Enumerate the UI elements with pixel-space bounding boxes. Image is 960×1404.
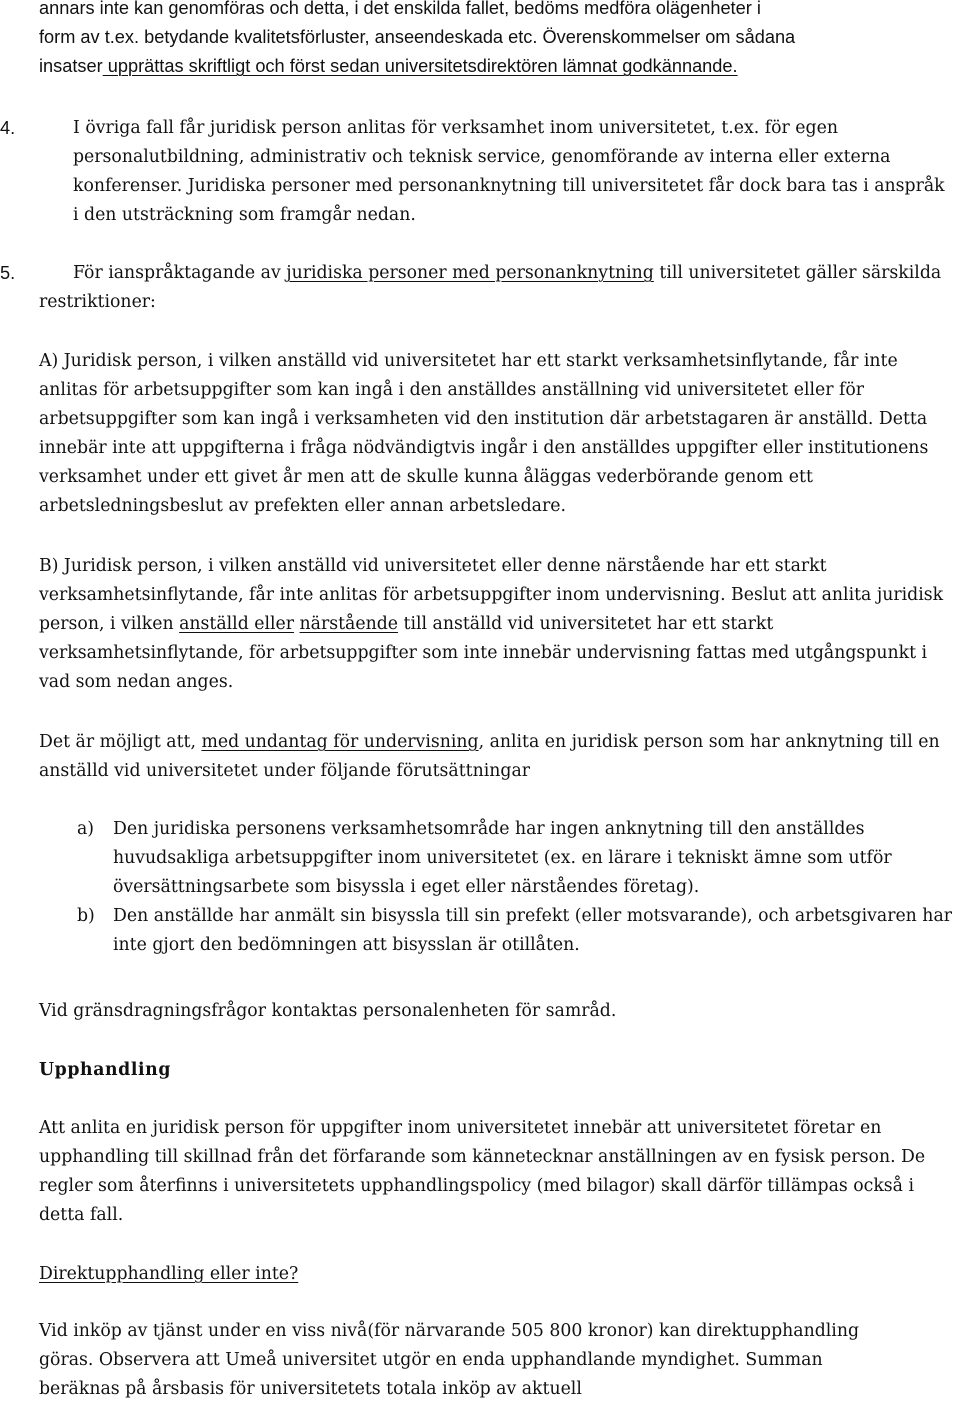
condition-label: b) [77,906,95,926]
condition-item [39,815,954,902]
direct-heading: Direktupphandling eller inte? [39,1264,299,1284]
condition-item [39,902,954,960]
condition-text: Den anställde har anmält sin bisyssla till sin prefekt (eller motsvarande), och arbetsgivaren har inte gjort den bedömningen att bisysslan är otillåten. [113,906,953,955]
item-5-before: För ianspråktagande av [73,263,287,283]
section-a: A) Juridisk person, i vilken anställd vid universitetet har ett starkt verksamhetsinflytande, får inte anlitas för arbetsuppgifter som kan ingå i den anställdes anställning vid universitetet eller för arbetsuppgifter som kan ingå i verksamheten vid den institution där arbetstagaren är anställd. Detta innebär inte att uppgifterna i fråga nödvändigtvis ingår i den anställdes uppgifter eller institutionens verksamhet under ett givet år men att de skulle kunna åläggas vederbörande genom ett arbetsledningsbeslut av prefekten eller annan arbetsledare. [39,351,929,516]
item-5-text [0,259,954,317]
item-5 [0,259,954,317]
procurement-heading: Upphandling [39,1060,172,1080]
section-b-part-2: till anställd vid universitetet har ett starkt verksamhetsinflytande, för arbetsuppgifter som inte innebär undervisning fattas med utgångspunkt i vad som nedan anges. [39,614,928,692]
condition-label: a) [77,819,95,839]
section-b [39,552,954,697]
intro-line-3-start: insatser [39,56,103,76]
intro-line-3 [39,52,954,81]
intro-line-3-underlined: upprättas skriftligt och först sedan universitetsdirektören lämnat godkännande. [102,56,738,76]
intro-line-1: annars inte kan genomföras och detta, i det enskilda fallet, bedöms medföra olägenheter i [39,0,761,18]
direct-text: Vid inköp av tjänst under en viss nivå(för närvarande 505 800 kronor) kan direktupphandling göras. Observera att Umeå universitet utgör en enda upphandlande myndighet. Summan beräknas på årsbasis för universitetets totala inköp av aktuell [39,1321,860,1399]
item-4-text: I övriga fall får juridisk person anlitas för verksamhet inom universitetet, t.ex. för egen personalutbildning, administrativ och teknisk service, genomförande av interna eller externa konferenser. Juridiska personer med personanknytning till universitetet får dock bara tas i anspråk i den utsträckning som framgår nedan. [73,118,945,225]
item-4-number: 4. [0,118,16,138]
intro-line-2: form av t.ex. betydande kvalitetsförluster, anseendeskada etc. Överenskommelser om sådana [39,27,796,47]
section-b-underlined-1: anställd eller [179,614,295,634]
item-4 [0,114,954,230]
condition-text: Den juridiska personens verksamhetsområde har ingen anknytning till den anställdes huvudsakliga arbetsuppgifter inom universitetet (ex. en lärare i tekniskt ämne som utför översättningsarbete som bisyssla i eget eller närståendes företag). [113,819,892,897]
item-5-after: till universitetet gäller särskilda restriktioner: [39,263,942,312]
conditions-list [39,815,954,960]
item-5-underlined: juridiska personer med personanknytning [286,263,654,283]
possible-before: Det är möjligt att, [39,732,202,752]
section-b-underlined-2: närstående [299,614,399,634]
possible-after: , anlita en juridisk person som har anknytning till en anställd vid universitetet under följande förutsättningar [39,732,940,781]
contact-paragraph: Vid gränsdragningsfrågor kontaktas personalenheten för samråd. [39,1001,617,1021]
possible-paragraph [39,728,954,786]
intro-paragraph [39,0,954,81]
possible-underlined: med undantag för undervisning [201,732,479,752]
section-b-part-1: B) Juridisk person, i vilken anställd vid universitetet eller denne närstående har ett starkt verksamhetsinflytande, får inte anlitas för arbetsuppgifter inom undervisning. Beslut att anlita juridisk person, i vilken [39,556,944,634]
procurement-text: Att anlita en juridisk person för uppgifter inom universitetet innebär att universitetet företar en upphandling till skillnad från det förfarande som kännetecknar anställningen av en fysisk person. De regler som återfinns i universitetets upphandlingspolicy (med bilagor) skall därför tillämpas också i detta fall. [39,1118,926,1225]
item-5-number: 5. [0,263,16,283]
